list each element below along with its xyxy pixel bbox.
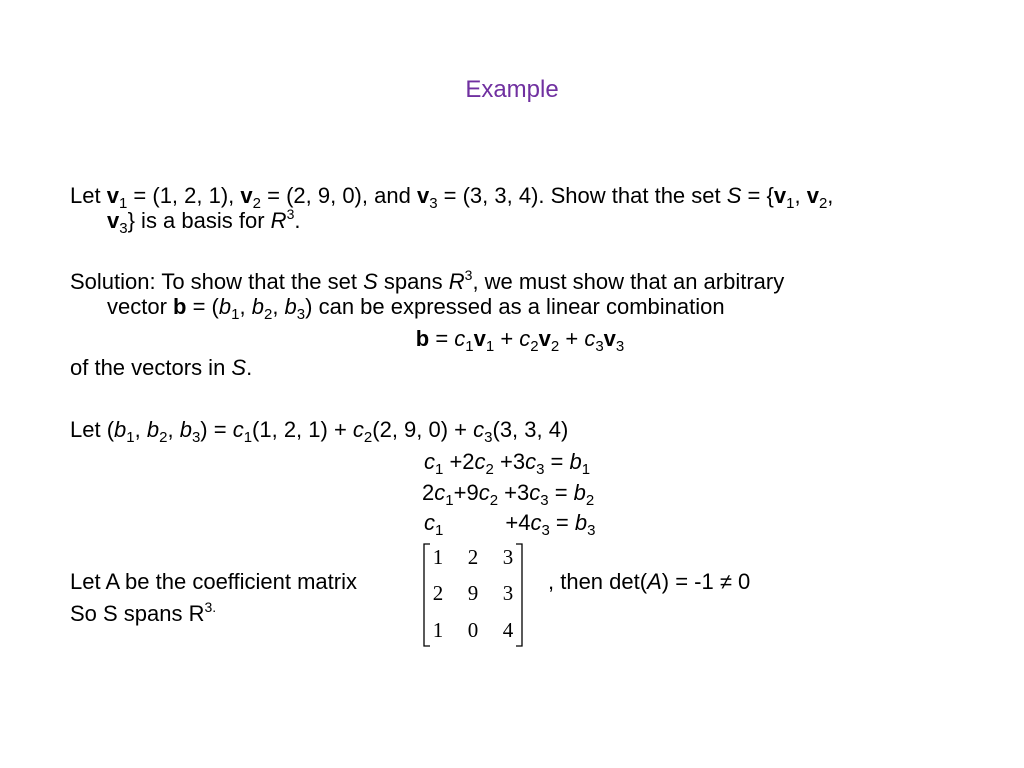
slide-title: Example <box>465 76 559 103</box>
matrix-cell: 9 <box>467 581 479 605</box>
solution-text: Solution: To show that the set S spans $R^3$, we must show that an arbitrary <box>70 267 785 294</box>
system-row-3: $c_1 +4c_3 = b_3$ <box>424 510 596 539</box>
linear-combination-equation: $b = c_1v_1 + c_2v_2 + c_3v_3$ <box>415 326 625 355</box>
matrix-cell: 2 <box>432 581 444 605</box>
matrix-cell: 3 <box>502 581 514 605</box>
solution-text-cont: vector $b = (b_1$, $b_2$, $b_3$) can be expressed as a linear combination <box>107 294 725 323</box>
matrix-cell: 1 <box>432 545 444 569</box>
of-vectors-text: of the vectors in S. <box>70 355 253 380</box>
matrix-cell: 3 <box>502 545 514 569</box>
system-row-1: $c_1 +2c_2 +3c_3 = b_1$ <box>424 449 591 478</box>
matrix-cell: 4 <box>502 618 514 642</box>
matrix-cell: 0 <box>467 618 479 642</box>
matrix-cell: 1 <box>432 618 444 642</box>
system-row-2: $2c_1+9c_2 +3c_3 = b_2$ <box>422 480 595 509</box>
problem-statement: Let $v_1 = (1$, 2, 1), $v_2 = (2$, 9, 0), and $v_3 = (3$, 3, 4). Show that the set $S = \{v_1$, $v_2$, <box>70 183 834 212</box>
problem-statement-cont: $v_3$} is a basis for $R^3$. <box>107 206 301 237</box>
vector-equation: Let ($b_1$, $b_2$, $b_3) = c_1(1$, 2, $1) + c_2(2$, 9, $0) + c_3(3$, 3, 4) <box>70 417 569 446</box>
coefficient-matrix-label: Let A be the coefficient matrix <box>70 569 357 594</box>
spans-conclusion: So S spans $R^{3.}$ <box>70 599 217 626</box>
coefficient-matrix <box>421 543 525 647</box>
determinant-text: , then det(A) = -1 ≠ 0 <box>548 569 751 594</box>
matrix-cell: 2 <box>467 545 479 569</box>
